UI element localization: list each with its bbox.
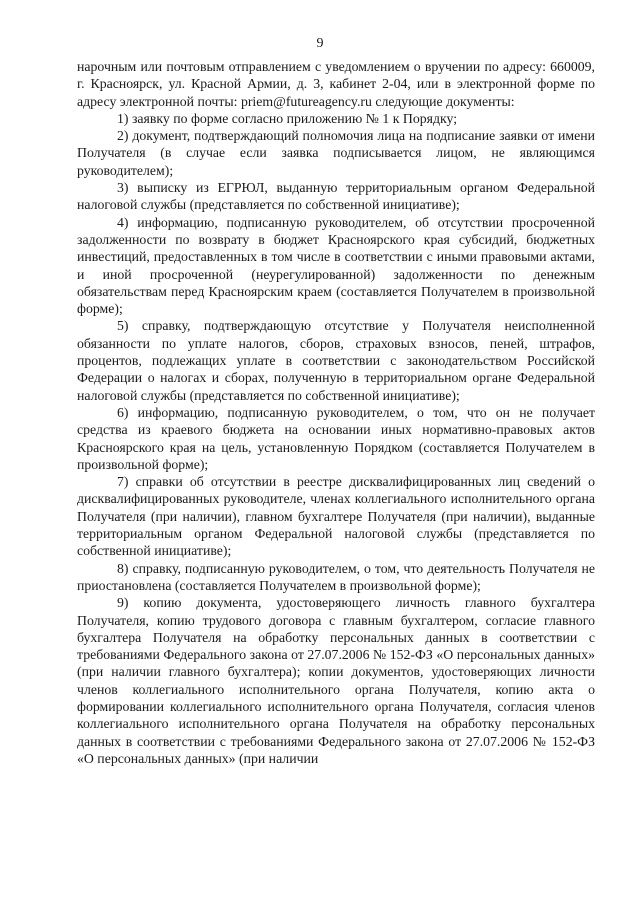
list-item-3: 3) выписку из ЕГРЮЛ, выданную территориальным органом Федеральной налоговой службы (представляется по собственной инициативе);	[77, 180, 595, 213]
paragraph-intro: нарочным или почтовым отправлением с уведомлением о вручении по адресу: 660009, г. Красноярск, ул. Красной Армии, д. 3, кабинет 2-04, или в электронной форме по адресу электронной почты: priem@futureagency.ru следующие документы:	[77, 59, 595, 109]
list-item-1: 1) заявку по форме согласно приложению № 1 к Порядку;	[117, 110, 458, 126]
list-item-8: 8) справку, подписанную руководителем, о том, что деятельность Получателя не приостановлена (составляется Получателем в произвольной форме);	[77, 560, 595, 593]
document-body	[77, 58, 595, 767]
list-item-6: 6) информацию, подписанную руководителем, о том, что он не получает средства из краевого бюджета на основании иных нормативно-правовых актов Красноярского края на цель, установленную Порядком (составляется Получателем в произвольной форме);	[77, 404, 595, 472]
page-number: 9	[316, 36, 324, 51]
list-item-7: 7) справки об отсутствии в реестре дисквалифицированных лиц сведений о дисквалифицированных руководителе, членах коллегиального исполнительного органа Получателя (при наличии), главном бухгалтере Получателя (при наличии), выданные территориальным органом Федеральной налоговой службы (представляется по собственной инициативе);	[77, 474, 595, 559]
list-item-9: 9) копию документа, удостоверяющего личность главного бухгалтера Получателя, копию трудового договора с главным бухгалтером, согласие главного бухгалтера Получателя на обработку персональных данных в соответствии с требованиями Федерального закона от 27.07.2006 № 152-ФЗ «О персональных данных» (при наличии главного бухгалтера); копии документов, удостоверяющих личности членов коллегиального исполнительного органа Получателя, копию акта о формировании коллегиального исполнительного органа Получателя, согласия членов коллегиального исполнительного органа Получателя на обработку персональных данных в соответствии с требованиями Федерального закона от 27.07.2006 № 152-ФЗ «О персональных данных» (при наличии	[77, 595, 595, 766]
list-item-4: 4) информацию, подписанную руководителем, об отсутствии просроченной задолженности по возврату в бюджет Красноярского края субсидий, бюджетных инвестиций, предоставленных в том числе в соответствии с иными правовыми актами, и иной просроченной (неурегулированной) задолженности по денежным обязательствам перед Красноярским краем (составляется Получателем в произвольной форме);	[77, 214, 595, 317]
list-item-5: 5) справку, подтверждающую отсутствие у Получателя неисполненной обязанности по уплате налогов, сборов, страховых взносов, пеней, штрафов, процентов, подлежащих уплате в соответствии с законодательством Российской Федерации о налогах и сборах, полученную в территориальном органе Федеральной налоговой службы (представляется по собственной инициативе);	[77, 318, 595, 403]
list-item-2: 2) документ, подтверждающий полномочия лица на подписание заявки от имени Получателя (в случае если заявка подписывается лицом, не являющимся руководителем);	[77, 128, 595, 178]
